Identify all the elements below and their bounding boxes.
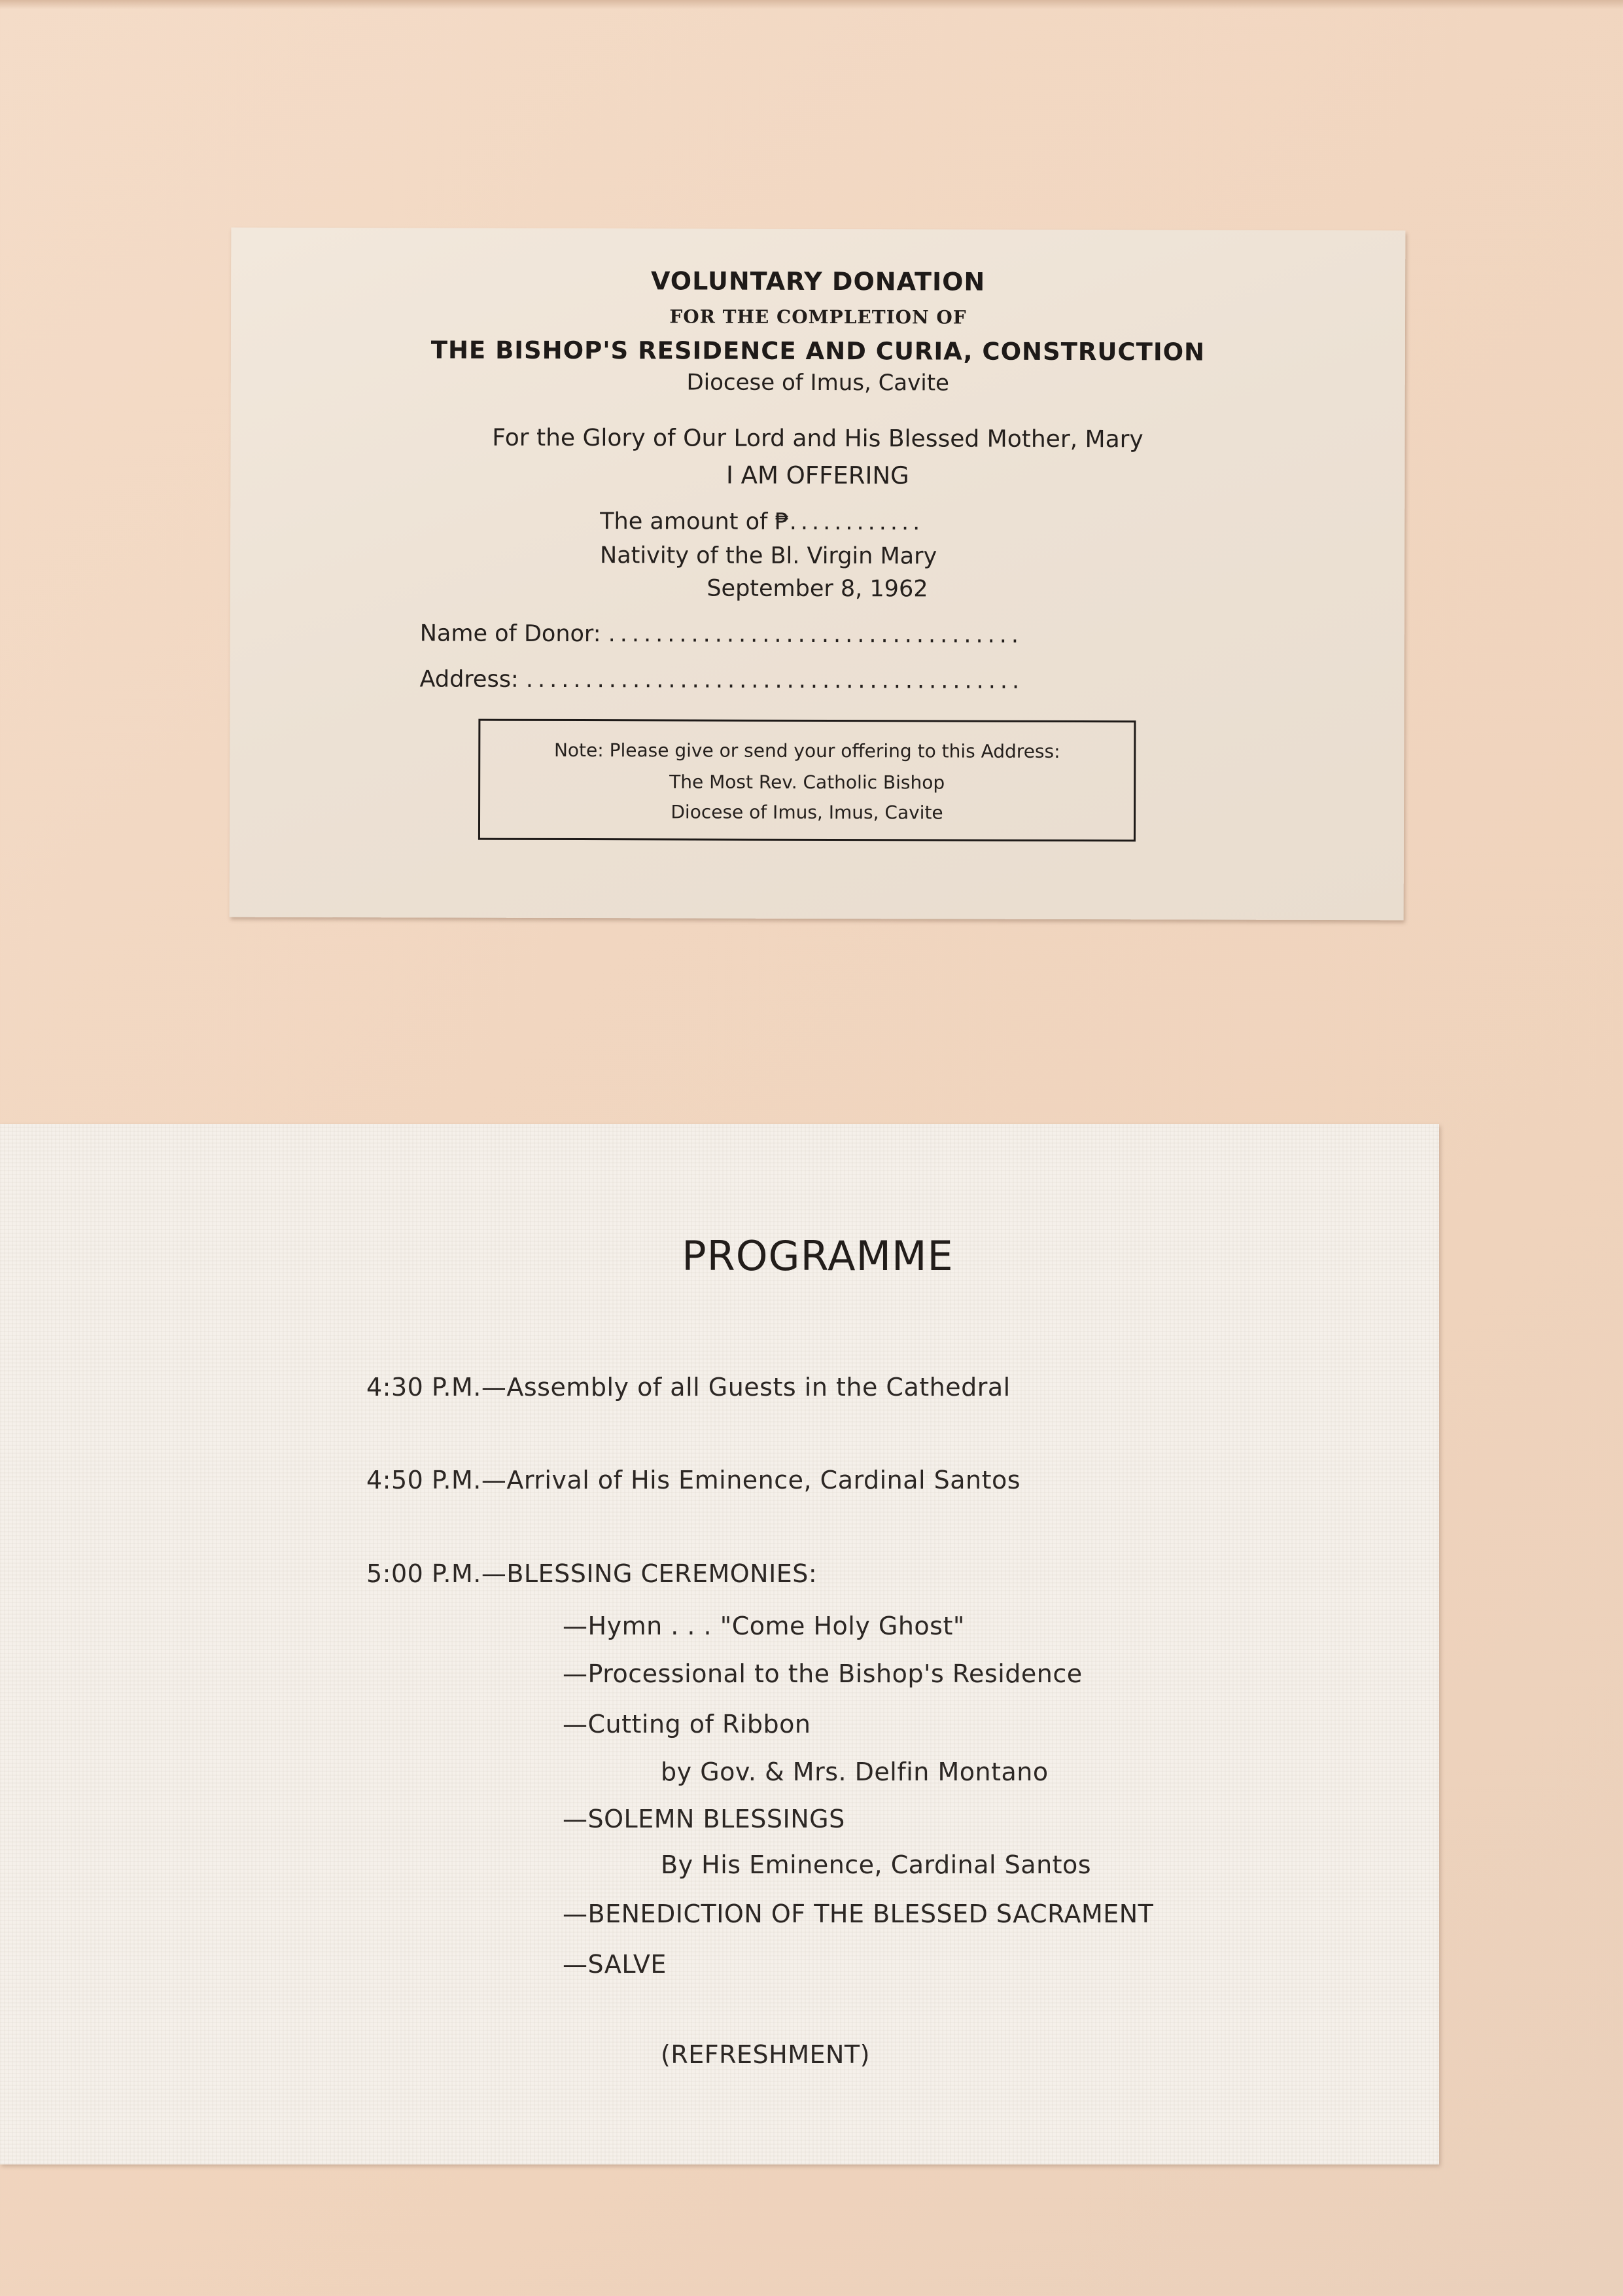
programme-card (0, 1124, 1439, 2164)
envelope-diocese: Diocese of Imus, Cavite (686, 369, 950, 397)
amount-field[interactable] (600, 508, 924, 535)
note-line-2: The Most Rev. Catholic Bishop (669, 771, 945, 794)
donor-name-field[interactable] (420, 620, 1192, 648)
envelope-offering: I AM OFFERING (725, 461, 909, 490)
programme-item: —BENEDICTION OF THE BLESSED SACRAMENT (563, 1899, 1154, 1928)
envelope-dedication: For the Glory of Our Lord and His Blessed Mother, Mary (492, 424, 1143, 453)
amount-label: The amount of ₱ (600, 508, 790, 535)
note-line-1: Note: Please give or send your offering to this Address: (553, 739, 1060, 762)
address-field[interactable] (420, 666, 1192, 694)
amount-blank: ............ (789, 508, 924, 536)
donor-label: Name of Donor: (419, 620, 601, 648)
programme-item: —SALVE (563, 1950, 667, 1979)
page-edge (0, 0, 1623, 9)
note-line-3: Diocese of Imus, Imus, Cavite (671, 801, 943, 824)
donation-envelope (230, 228, 1406, 921)
envelope-title: VOLUNTARY DONATION (651, 266, 986, 296)
programme-item: —Processional to the Bishop's Residence (563, 1659, 1083, 1688)
programme-item: 4:50 P.M.—Arrival of His Eminence, Cardinal Santos (366, 1466, 1021, 1494)
programme-refreshment: (REFRESHMENT) (661, 2040, 870, 2069)
note-box (478, 719, 1136, 842)
programme-item: 5:00 P.M.—BLESSING CEREMONIES: (366, 1559, 818, 1588)
programme-title: PROGRAMME (682, 1232, 954, 1280)
address-label: Address: (419, 666, 519, 693)
programme-item: —Cutting of Ribbon (563, 1710, 811, 1739)
programme-item: —SOLEMN BLESSINGS (563, 1805, 845, 1833)
envelope-date: September 8, 1962 (707, 575, 928, 603)
donor-blank: ................................... (608, 621, 1024, 648)
address-blank: .......................................... (525, 666, 1024, 694)
programme-item: by Gov. & Mrs. Delfin Montano (661, 1757, 1049, 1786)
envelope-subtitle: FOR THE COMPLETION OF (669, 306, 967, 328)
programme-item: By His Eminence, Cardinal Santos (661, 1850, 1092, 1879)
programme-item: —Hymn . . . "Come Holy Ghost" (563, 1612, 965, 1640)
envelope-feast: Nativity of the Bl. Virgin Mary (600, 542, 937, 570)
programme-item: 4:30 P.M.—Assembly of all Guests in the Cathedral (366, 1373, 1011, 1402)
envelope-project: THE BISHOP'S RESIDENCE AND CURIA, CONSTRUCTION (430, 336, 1206, 366)
